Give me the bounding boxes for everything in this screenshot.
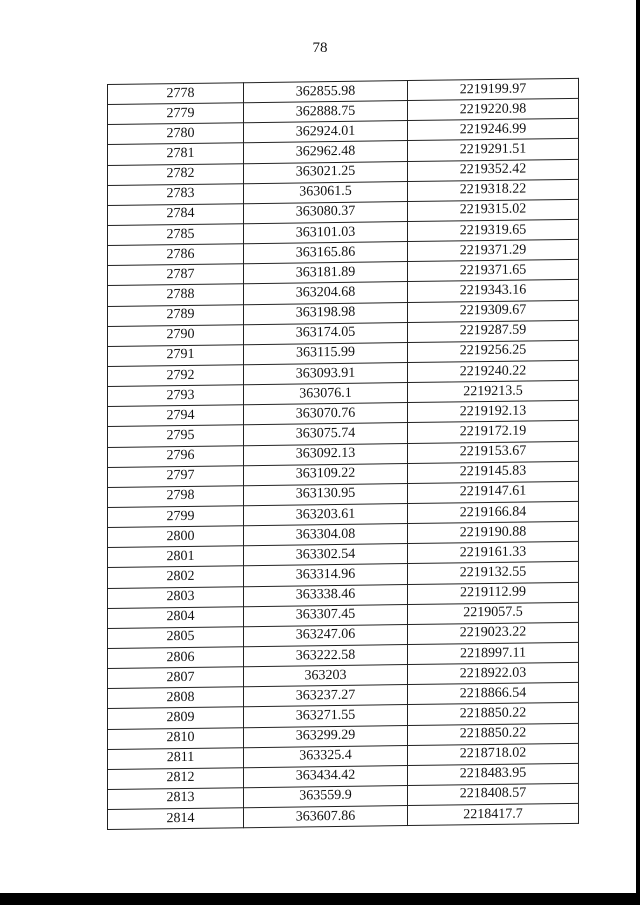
point-number-cell: 2794 [108, 405, 244, 427]
y-coordinate-cell: 2219023.22 [408, 622, 579, 644]
x-coordinate-cell: 363109.22 [244, 463, 408, 485]
point-number-cell: 2804 [108, 606, 244, 628]
point-number-cell: 2799 [108, 506, 244, 528]
y-coordinate-cell: 2218850.22 [408, 703, 579, 725]
x-coordinate-cell: 363130.95 [244, 483, 408, 505]
point-number-cell: 2779 [108, 103, 244, 125]
x-coordinate-cell: 362962.48 [244, 141, 408, 163]
y-coordinate-cell: 2219190.88 [408, 521, 579, 543]
point-number-cell: 2783 [108, 183, 244, 205]
x-coordinate-cell: 363092.13 [244, 443, 408, 465]
x-coordinate-cell: 363237.27 [244, 685, 408, 707]
point-number-cell: 2781 [108, 143, 244, 165]
y-coordinate-cell: 2219371.65 [408, 260, 579, 282]
y-coordinate-cell: 2219132.55 [408, 562, 579, 584]
x-coordinate-cell: 363559.9 [244, 785, 408, 807]
y-coordinate-cell: 2219318.22 [408, 179, 579, 201]
y-coordinate-cell: 2219199.97 [408, 78, 579, 100]
point-number-cell: 2792 [108, 365, 244, 387]
x-coordinate-cell: 363101.03 [244, 222, 408, 244]
y-coordinate-cell: 2219147.61 [408, 481, 579, 503]
y-coordinate-cell: 2219319.65 [408, 219, 579, 241]
y-coordinate-cell: 2219291.51 [408, 139, 579, 161]
y-coordinate-cell: 2219287.59 [408, 320, 579, 342]
y-coordinate-cell: 2219352.42 [408, 159, 579, 181]
x-coordinate-cell: 363204.68 [244, 282, 408, 304]
point-number-cell: 2778 [108, 83, 244, 105]
x-coordinate-cell: 363299.29 [244, 725, 408, 747]
y-coordinate-cell: 2219057.5 [408, 602, 579, 624]
y-coordinate-cell: 2219172.19 [408, 421, 579, 443]
coordinates-table-body [108, 78, 579, 829]
point-number-cell: 2814 [108, 808, 244, 830]
point-number-cell: 2786 [108, 244, 244, 266]
x-coordinate-cell: 363198.98 [244, 302, 408, 324]
point-number-cell: 2787 [108, 264, 244, 286]
x-coordinate-cell: 363271.55 [244, 705, 408, 727]
point-number-cell: 2788 [108, 284, 244, 306]
point-number-cell: 2793 [108, 385, 244, 407]
x-coordinate-cell: 363021.25 [244, 161, 408, 183]
point-number-cell: 2805 [108, 627, 244, 649]
y-coordinate-cell: 2218483.95 [408, 763, 579, 785]
x-coordinate-cell: 363093.91 [244, 363, 408, 385]
point-number-cell: 2796 [108, 445, 244, 467]
y-coordinate-cell: 2218922.03 [408, 662, 579, 684]
point-number-cell: 2813 [108, 788, 244, 810]
x-coordinate-cell: 363174.05 [244, 322, 408, 344]
x-coordinate-cell: 363338.46 [244, 584, 408, 606]
x-coordinate-cell: 363203 [244, 665, 408, 687]
point-number-cell: 2798 [108, 486, 244, 508]
point-number-cell: 2800 [108, 526, 244, 548]
y-coordinate-cell: 2219153.67 [408, 441, 579, 463]
y-coordinate-cell: 2219256.25 [408, 340, 579, 362]
y-coordinate-cell: 2219343.16 [408, 280, 579, 302]
x-coordinate-cell: 363434.42 [244, 765, 408, 787]
x-coordinate-cell: 363061.5 [244, 181, 408, 203]
x-coordinate-cell: 362888.75 [244, 101, 408, 123]
y-coordinate-cell: 2219246.99 [408, 119, 579, 141]
y-coordinate-cell: 2219166.84 [408, 501, 579, 523]
y-coordinate-cell: 2219192.13 [408, 401, 579, 423]
point-number-cell: 2806 [108, 647, 244, 669]
y-coordinate-cell: 2218408.57 [408, 783, 579, 805]
point-number-cell: 2791 [108, 345, 244, 367]
x-coordinate-cell: 363165.86 [244, 242, 408, 264]
point-number-cell: 2784 [108, 204, 244, 226]
x-coordinate-cell: 362855.98 [244, 81, 408, 103]
point-number-cell: 2782 [108, 163, 244, 185]
x-coordinate-cell: 363304.08 [244, 524, 408, 546]
x-coordinate-cell: 363070.76 [244, 403, 408, 425]
y-coordinate-cell: 2219309.67 [408, 300, 579, 322]
y-coordinate-cell: 2219240.22 [408, 360, 579, 382]
point-number-cell: 2803 [108, 586, 244, 608]
point-number-cell: 2789 [108, 304, 244, 326]
point-number-cell: 2785 [108, 224, 244, 246]
x-coordinate-cell: 363307.45 [244, 604, 408, 626]
point-number-cell: 2780 [108, 123, 244, 145]
x-coordinate-cell: 363325.4 [244, 745, 408, 767]
y-coordinate-cell: 2219220.98 [408, 98, 579, 120]
x-coordinate-cell: 363203.61 [244, 504, 408, 526]
x-coordinate-cell: 363075.74 [244, 423, 408, 445]
point-number-cell: 2811 [108, 747, 244, 769]
point-number-cell: 2809 [108, 707, 244, 729]
x-coordinate-cell: 363247.06 [244, 624, 408, 646]
y-coordinate-cell: 2219112.99 [408, 582, 579, 604]
y-coordinate-cell: 2219315.02 [408, 199, 579, 221]
y-coordinate-cell: 2218866.54 [408, 683, 579, 705]
y-coordinate-cell: 2219371.29 [408, 239, 579, 261]
y-coordinate-cell: 2218850.22 [408, 723, 579, 745]
y-coordinate-cell: 2219145.83 [408, 461, 579, 483]
coordinates-table-wrapper [107, 78, 579, 830]
coordinates-table [107, 78, 579, 830]
point-number-cell: 2797 [108, 465, 244, 487]
point-number-cell: 2790 [108, 324, 244, 346]
x-coordinate-cell: 363222.58 [244, 645, 408, 667]
x-coordinate-cell: 363314.96 [244, 564, 408, 586]
y-coordinate-cell: 2219161.33 [408, 542, 579, 564]
point-number-cell: 2807 [108, 667, 244, 689]
y-coordinate-cell: 2218417.7 [408, 803, 579, 825]
point-number-cell: 2812 [108, 767, 244, 789]
x-coordinate-cell: 363115.99 [244, 342, 408, 364]
page-number: 78 [312, 40, 328, 56]
point-number-cell: 2801 [108, 546, 244, 568]
y-coordinate-cell: 2218718.02 [408, 743, 579, 765]
x-coordinate-cell: 363607.86 [244, 806, 408, 828]
x-coordinate-cell: 363076.1 [244, 383, 408, 405]
point-number-cell: 2795 [108, 425, 244, 447]
y-coordinate-cell: 2219213.5 [408, 380, 579, 402]
x-coordinate-cell: 363080.37 [244, 201, 408, 223]
x-coordinate-cell: 363181.89 [244, 262, 408, 284]
x-coordinate-cell: 362924.01 [244, 121, 408, 143]
x-coordinate-cell: 363302.54 [244, 544, 408, 566]
point-number-cell: 2802 [108, 566, 244, 588]
y-coordinate-cell: 2218997.11 [408, 642, 579, 664]
point-number-cell: 2810 [108, 727, 244, 749]
point-number-cell: 2808 [108, 687, 244, 709]
